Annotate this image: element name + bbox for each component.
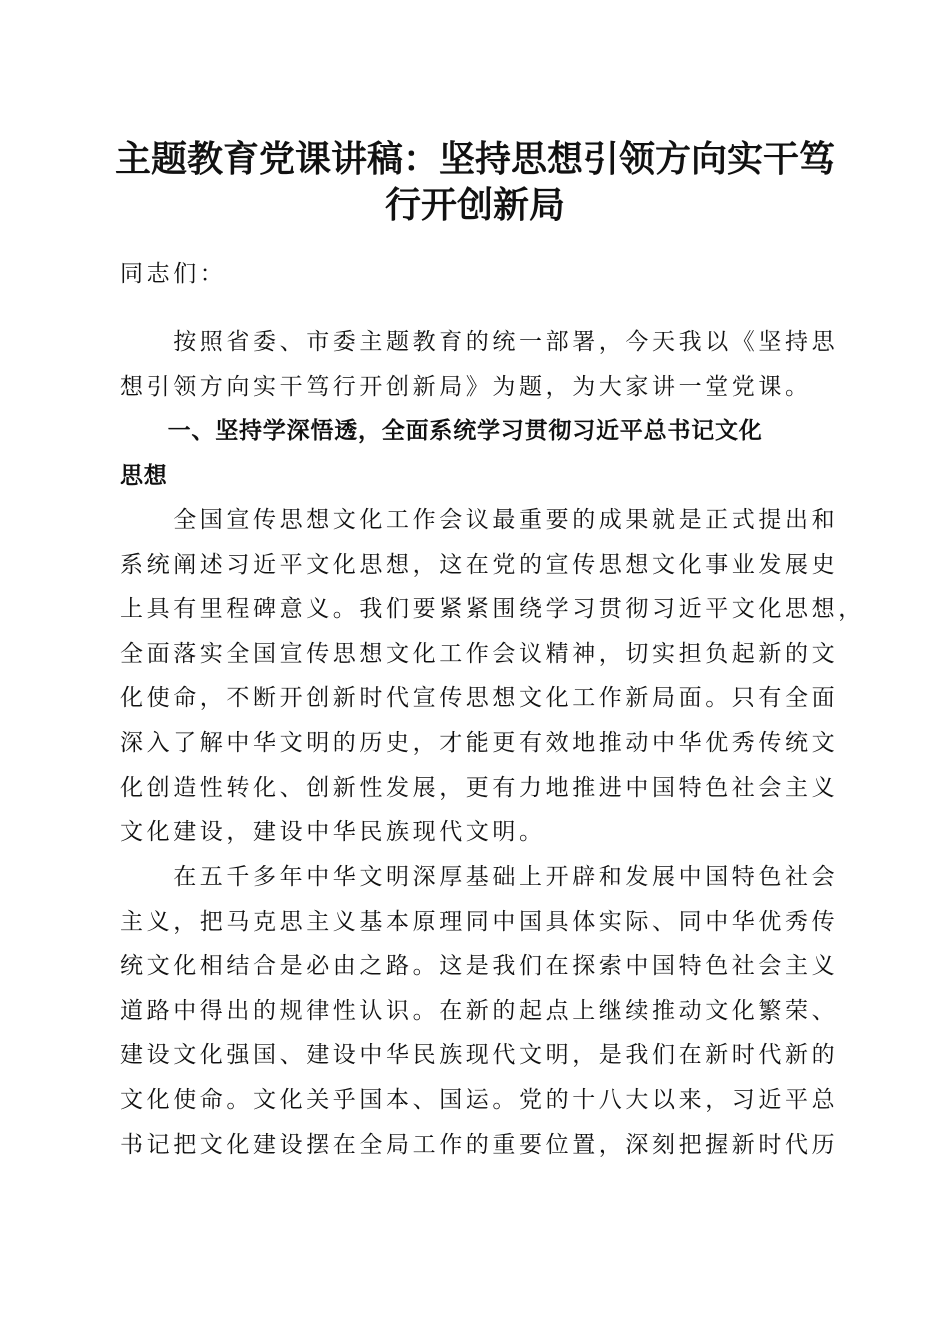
text-line: 化使命，不断开创新时代宣传思想文化工作新局面。只有全面 xyxy=(120,685,839,712)
body-paragraph-2 xyxy=(120,498,865,855)
document-title xyxy=(100,136,850,228)
section-heading-1 xyxy=(120,409,832,498)
text-line: 化创造性转化、创新性发展，更有力地推进中国特色社会主义 xyxy=(120,774,839,801)
text-line: 主义，把马克思主义基本原理同中国具体实际、同中华优秀传 xyxy=(120,908,839,935)
title-line-1: 主题教育党课讲稿：坚持思想引领方向实干笃 xyxy=(114,138,835,180)
text-line: 想引领方向实干笃行开创新局》为题，为大家讲一堂党课。 xyxy=(120,373,812,400)
text-line: 在五千多年中华文明深厚基础上开辟和发展中国特色社会 xyxy=(120,864,839,890)
title-line-2: 行开创新局 xyxy=(384,184,565,226)
text-line: 文化建设，建设中华民族现代文明。 xyxy=(120,819,546,846)
text-line: 按照省委、市委主题教育的统一部署，今天我以《坚持思 xyxy=(120,329,839,355)
text-line: 上具有里程碑意义。我们要紧紧围绕学习贯彻习近平文化思想， xyxy=(120,596,865,623)
body-paragraph-3 xyxy=(120,855,839,1167)
heading-line: 一、坚持学深悟透，全面系统学习贯彻习近平总书记文化 xyxy=(120,418,763,444)
text-line: 全国宣传思想文化工作会议最重要的成果就是正式提出和 xyxy=(120,507,839,533)
text-line: 书记把文化建设摆在全局工作的重要位置，深刻把握新时代历 xyxy=(120,1131,839,1158)
text-line: 建设文化强国、建设中华民族现代文明，是我们在新时代新的 xyxy=(120,1042,839,1069)
heading-line: 思想 xyxy=(120,462,168,489)
text-line: 道路中得出的规律性认识。在新的起点上继续推动文化繁荣、 xyxy=(120,997,839,1024)
text-line: 全面落实全国宣传思想文化工作会议精神，切实担负起新的文 xyxy=(120,640,839,667)
intro-paragraph xyxy=(120,320,839,409)
text-line: 深入了解中华文明的历史，才能更有效地推动中华优秀传统文 xyxy=(120,729,839,756)
salutation-line: 同志们： xyxy=(120,261,227,287)
text-line: 文化使命。文化关乎国本、国运。党的十八大以来，习近平总 xyxy=(120,1086,839,1113)
salutation xyxy=(120,252,832,297)
text-line: 统文化相结合是必由之路。这是我们在探索中国特色社会主义 xyxy=(120,953,839,980)
text-line: 系统阐述习近平文化思想，这在党的宣传思想文化事业发展史 xyxy=(120,551,839,578)
